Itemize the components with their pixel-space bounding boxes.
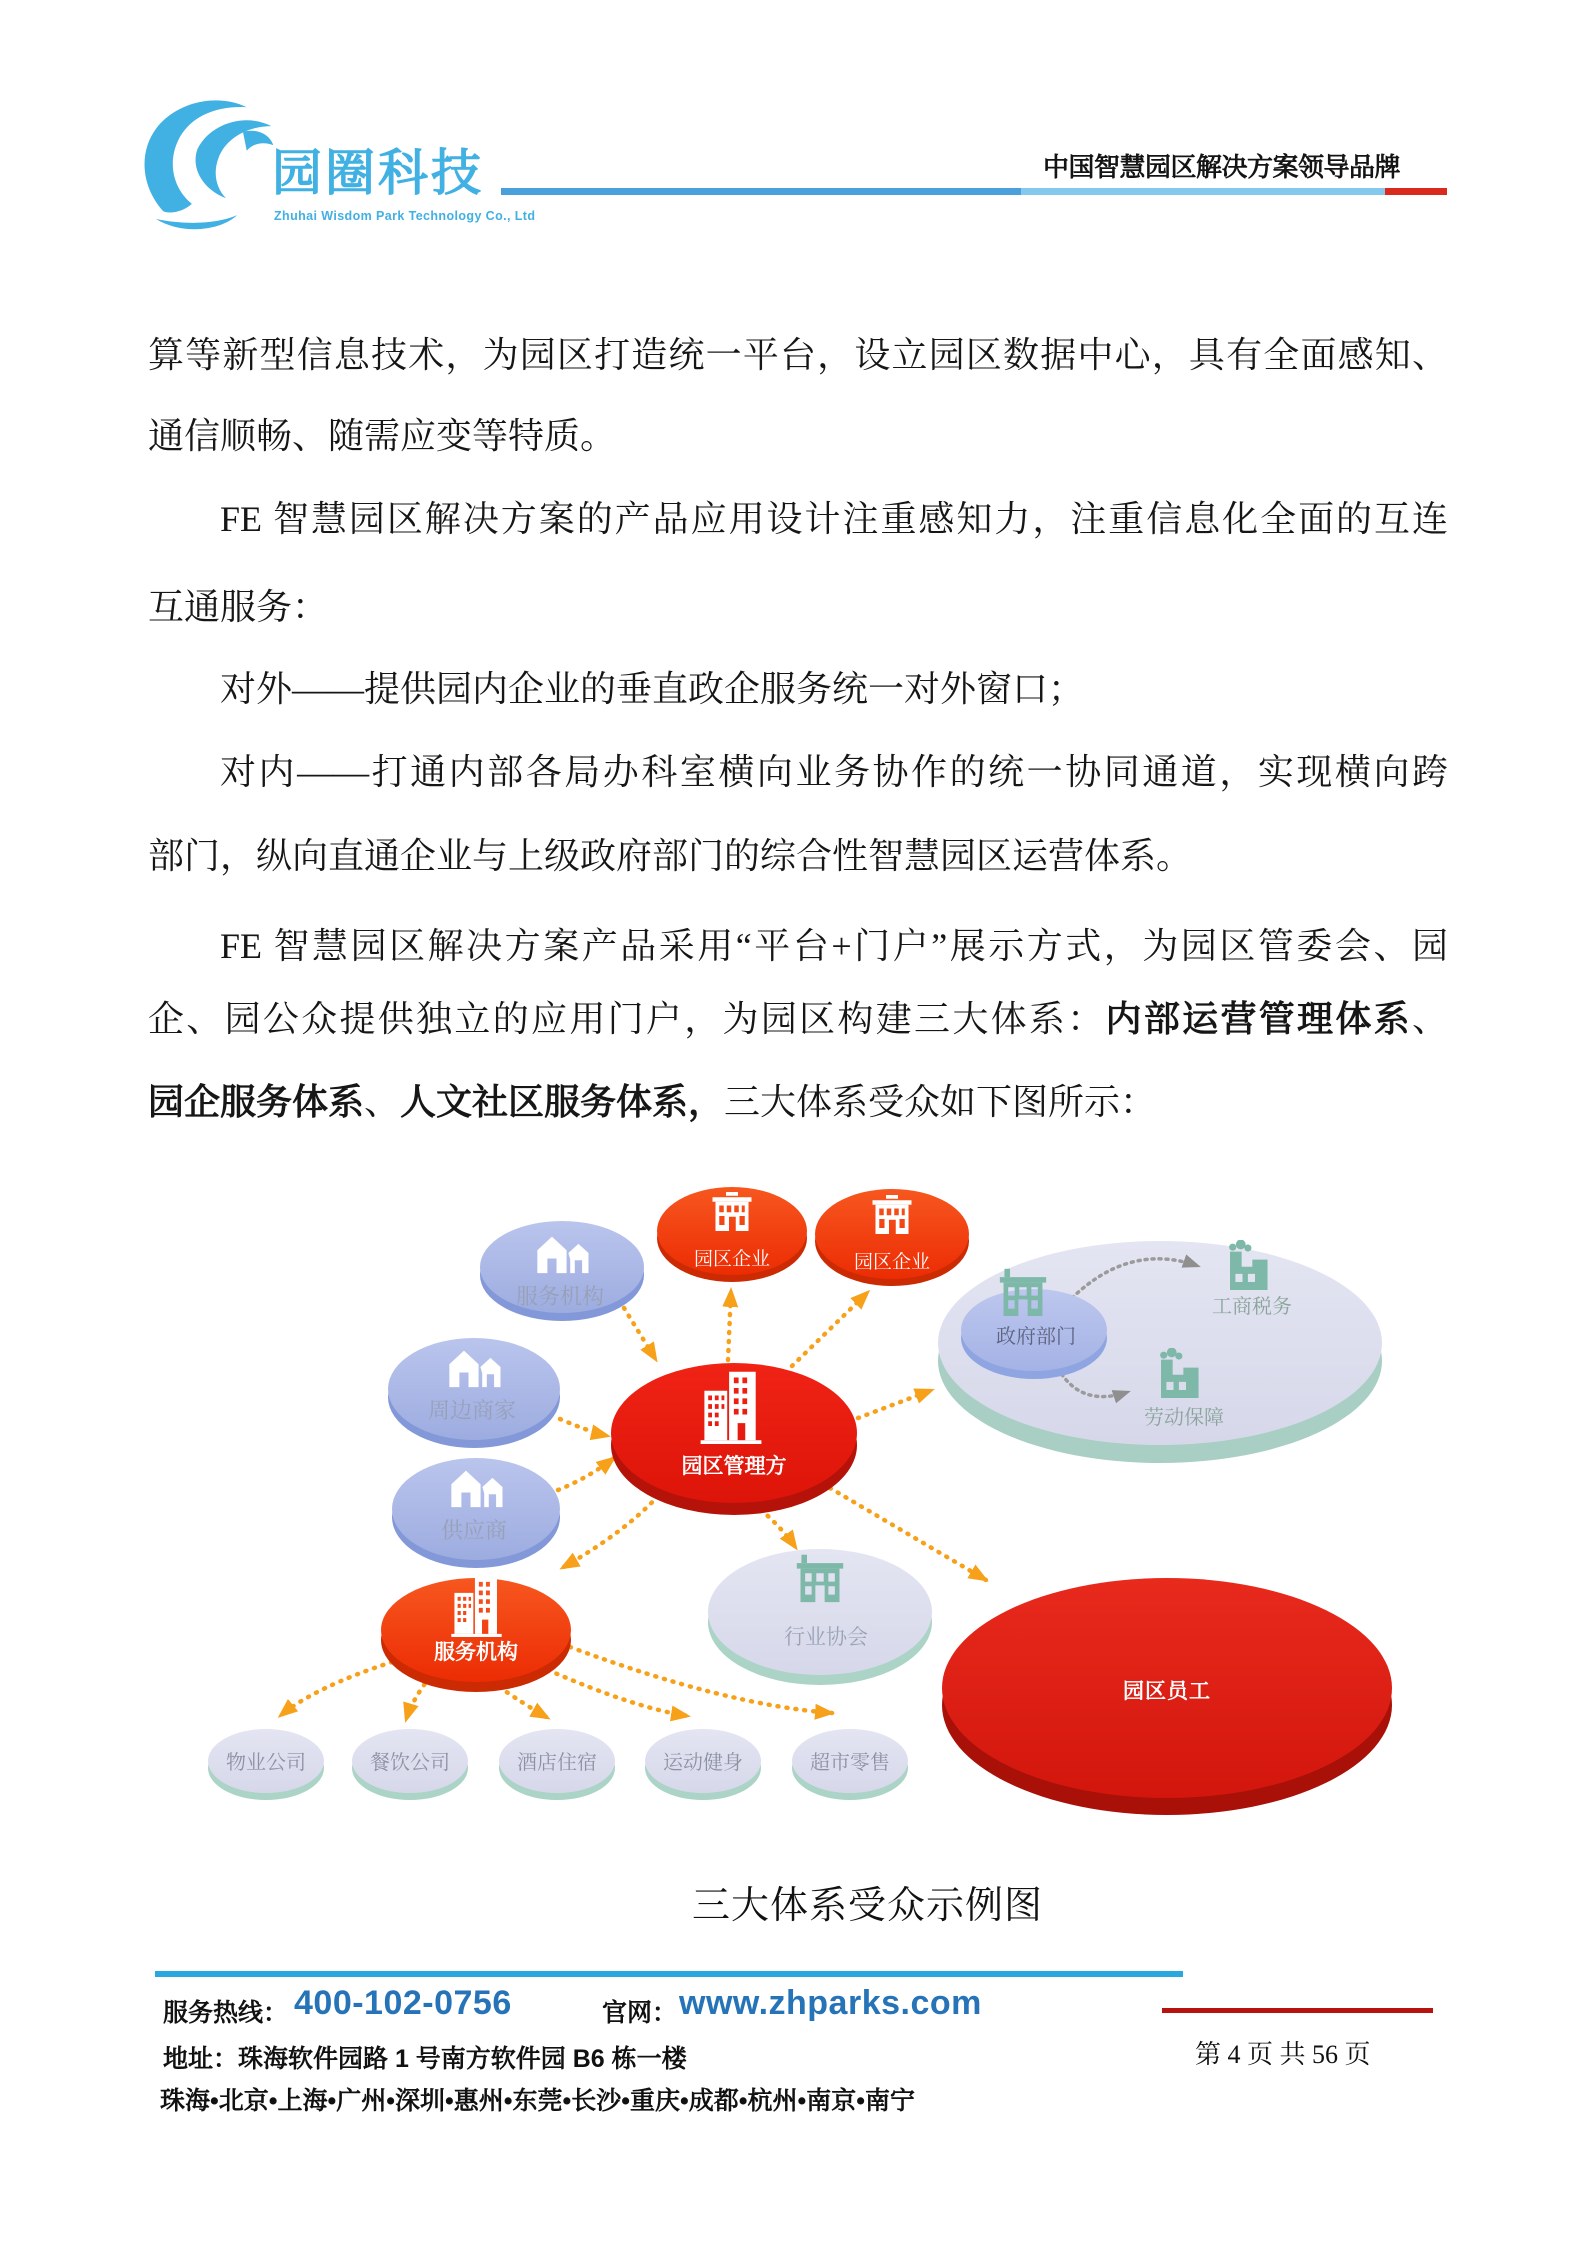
node-label: 供应商 — [440, 1518, 508, 1543]
node-label: 餐饮公司 — [370, 1752, 450, 1774]
body-text-bold: 人文社区服务体系， — [400, 1082, 725, 1122]
node-supermarket-retail — [792, 1729, 908, 1800]
body-line: 对外——提供园内企业的垂直政企服务统一对外窗口； — [220, 669, 1085, 709]
arrow-manager-to-government — [858, 1390, 932, 1418]
hotline-label: 服务热线： — [163, 1999, 289, 2027]
node-label: 服务机构 — [434, 1641, 518, 1664]
arrow-suppliers-to-manager — [558, 1458, 614, 1490]
node-label: 酒店住宿 — [517, 1752, 597, 1774]
body-line: 互通服务： — [148, 587, 329, 627]
node-park-manager — [611, 1363, 857, 1515]
node-service-org-top — [480, 1221, 644, 1321]
arrow-serviceorg-to-fitness — [548, 1670, 688, 1716]
body-text-bold: 内部运营管理体系 — [1105, 999, 1412, 1039]
body-line — [148, 1083, 1448, 1123]
body-line: 通信顺畅、随需应变等特质。 — [148, 416, 617, 456]
node-label: 劳动保障 — [1144, 1407, 1224, 1429]
arrow-manager-to-enterprise-a — [728, 1290, 731, 1360]
node-label: 园区员工 — [1123, 1680, 1211, 1703]
node-suppliers — [392, 1458, 560, 1568]
cities-line: 珠海•北京•上海•广州•深圳•惠州•东莞•长沙•重庆•成都•杭州•南京•南宁 — [160, 2087, 916, 2115]
audience-diagram — [180, 1160, 1420, 1830]
node-label: 政府部门 — [996, 1326, 1076, 1348]
node-label: 服务机构 — [515, 1284, 605, 1309]
node-label: 行业协会 — [784, 1626, 868, 1649]
body-line — [148, 1000, 1448, 1040]
address-line: 地址：珠海软件园路 1 号南方软件园 B6 栋一楼 — [163, 2045, 687, 2073]
body-text: 企、园公众提供独立的应用门户，为园区构建三大体系： — [148, 999, 1106, 1039]
node-sports-fitness — [645, 1729, 761, 1800]
arrow-manager-to-serviceorg — [562, 1496, 658, 1568]
node-label: 超市零售 — [810, 1752, 890, 1774]
node-label: 周边商家 — [427, 1398, 517, 1423]
body-line: 部门，纵向直通企业与上级政府部门的综合性智慧园区运营体系。 — [148, 836, 1193, 876]
logo-swoosh-icon — [131, 94, 283, 236]
header-rule-red — [1385, 188, 1447, 195]
node-label: 工商税务 — [1212, 1296, 1292, 1318]
arrow-manager-to-enterprise-b — [792, 1292, 868, 1366]
arrow-serviceorg-to-manager — [624, 1308, 656, 1360]
node-park-enterprise-a — [657, 1187, 807, 1282]
node-label: 园区企业 — [693, 1249, 771, 1270]
website-label: 官网： — [602, 1999, 678, 2027]
node-catering-company — [352, 1729, 468, 1800]
header-rule-blue — [501, 188, 1021, 195]
node-label: 园区管理方 — [681, 1455, 787, 1478]
body-text: 、 — [1411, 999, 1448, 1039]
node-label: 物业公司 — [226, 1752, 306, 1774]
node-hotel-lodging — [499, 1729, 615, 1800]
body-text-bold: 园企服务体系 — [148, 1082, 365, 1122]
header-rule-light-blue — [1021, 188, 1385, 195]
body-line: 算等新型信息技术，为园区打造统一平台，设立园区数据中心，具有全面感知、 — [148, 335, 1448, 375]
node-label: 园区企业 — [853, 1252, 931, 1273]
footer-rule-blue — [155, 1971, 1183, 1977]
body-line: 对内——打通内部各局办科室横向业务协作的统一协同通道，实现横向跨 — [220, 752, 1448, 792]
footer-rule-red — [1162, 2008, 1433, 2013]
header-tagline: 中国智慧园区解决方案领导品牌 — [1042, 152, 1400, 182]
node-nearby-merchants — [388, 1338, 560, 1448]
body-line: FE 智慧园区解决方案产品采用“平台+门户”展示方式，为园区管委会、园 — [220, 926, 1448, 966]
body-line: FE 智慧园区解决方案的产品应用设计注重感知力，注重信息化全面的互连 — [220, 499, 1448, 539]
node-industry-association — [708, 1549, 932, 1685]
body-text: 三大体系受众如下图所示： — [724, 1082, 1157, 1122]
logo-subtitle: Zhuhai Wisdom Park Technology Co., Ltd — [274, 209, 536, 223]
logo-name: 园圈科技 — [272, 145, 484, 201]
node-park-enterprise-b — [815, 1189, 969, 1286]
page-number: 第 4 页 共 56 页 — [1195, 2040, 1371, 2069]
node-service-org-bottom — [381, 1577, 571, 1692]
hotline-number: 400-102-0756 — [294, 1984, 512, 2022]
node-label: 运动健身 — [663, 1752, 743, 1774]
body-text: 、 — [364, 1082, 401, 1122]
node-property-company — [208, 1729, 324, 1800]
arrow-serviceorg-to-property — [280, 1662, 392, 1716]
website-link[interactable]: www.zhparks.com — [679, 1984, 982, 2022]
diagram-caption: 三大体系受众示例图 — [692, 1885, 1044, 1927]
arrow-merchants-to-manager — [560, 1419, 608, 1436]
node-park-staff — [942, 1578, 1392, 1815]
